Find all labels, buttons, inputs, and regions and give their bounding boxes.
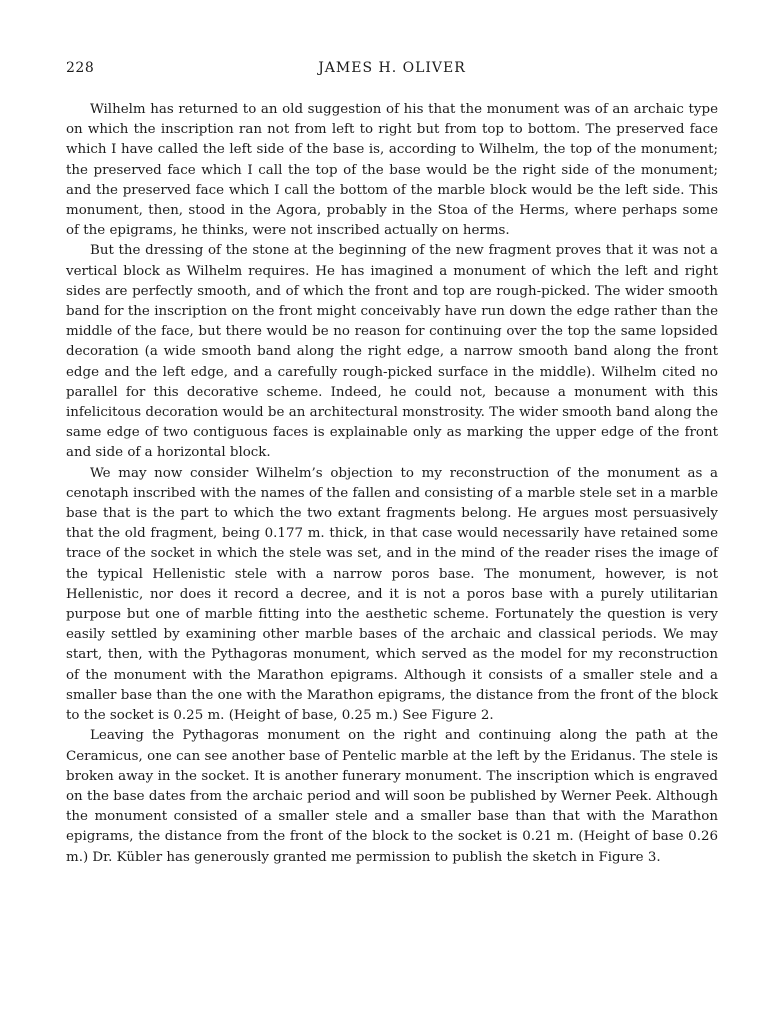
running-head: JAMES H. OLIVER bbox=[318, 60, 466, 76]
body-text bbox=[66, 100, 718, 868]
paragraph: Leaving the Pythagoras monument on the right and continuing along the path at the Ceramicus, one can see another base of Pentelic marble at the left by the Eridanus. The stele is broken away in the socket. It is another funerary monument. The inscription which is engraved on the base dates from the archaic period and will soon be published by Werner Peek. Although the monument consisted of a smaller stele and a smaller base than that with the Marathon epigrams, the distance from the front of the block to the socket is 0.21 m. (Height of base 0.26 m.) Dr. Kübler has generously granted me permission to publish the sketch in Figure 3. bbox=[66, 728, 718, 865]
page-number: 228 bbox=[66, 60, 95, 76]
page-header bbox=[66, 60, 718, 86]
paragraph: But the dressing of the stone at the beginning of the new fragment proves that it was not a vertical block as Wilhelm requires. He has imagined a monument of which the left and right sides are perfectly smooth, and of which the front and top are rough-picked. The wider smooth band for the inscription on the front might conceivably have run down the edge rather than the middle of the face, but there would be no reason for continuing over the top the same lopsided decoration (a wide smooth band along the right edge, a narrow smooth band along the front edge and the left edge, and a carefully rough-picked surface in the middle). Wilhelm cited no parallel for this decorative scheme. Indeed, he could not, because a monument with this infelicitous decoration would be an architectural monstrosity. The wider smooth band along the same edge of two contiguous faces is explainable only as marking the upper edge of the front and side of a horizontal block. bbox=[66, 243, 718, 461]
paragraph: We may now consider Wilhelm’s objection to my reconstruction of the monument as a cenotaph inscribed with the names of the fallen and consisting of a marble stele set in a marble base that is the part to which the two extant fragments belong. He argues most persuasively that the old fragment, being 0.177 m. thick, in that case would necessarily have retained some trace of the socket in which the stele was set, and in the mind of the reader rises the image of the typical Hellenistic stele with a narrow poros base. The monument, however, is not Hellenistic, nor does it record a decree, and it is not a poros base with a purely utilitarian purpose but one of marble fitting into the aesthetic scheme. Fortunately the question is very easily settled by examining other marble bases of the archaic and classical periods. We may start, then, with the Pythagoras monument, which served as the model for my reconstruction of the monument with the Marathon epigrams. Although it consists of a smaller stele and a smaller base than the one with the Marathon epigrams, the distance from the front of the block to the socket is 0.25 m. (Height of base, 0.25 m.) See Figure 2. bbox=[66, 465, 718, 724]
paragraph: Wilhelm has returned to an old suggestion of his that the monument was of an archaic type on which the inscription ran not from left to right but from top to bottom. The preserved face which I have called the left side of the base is, according to Wilhelm, the top of the monument; the preserved face which I call the top of the base would be the right side of the monument; and the preserved face which I call the bottom of the marble block would be the left side. This monument, then, stood in the Agora, probably in the Stoa of the Herms, where perhaps some of the epigrams, he thinks, were not inscribed actually on herms. bbox=[66, 102, 718, 239]
